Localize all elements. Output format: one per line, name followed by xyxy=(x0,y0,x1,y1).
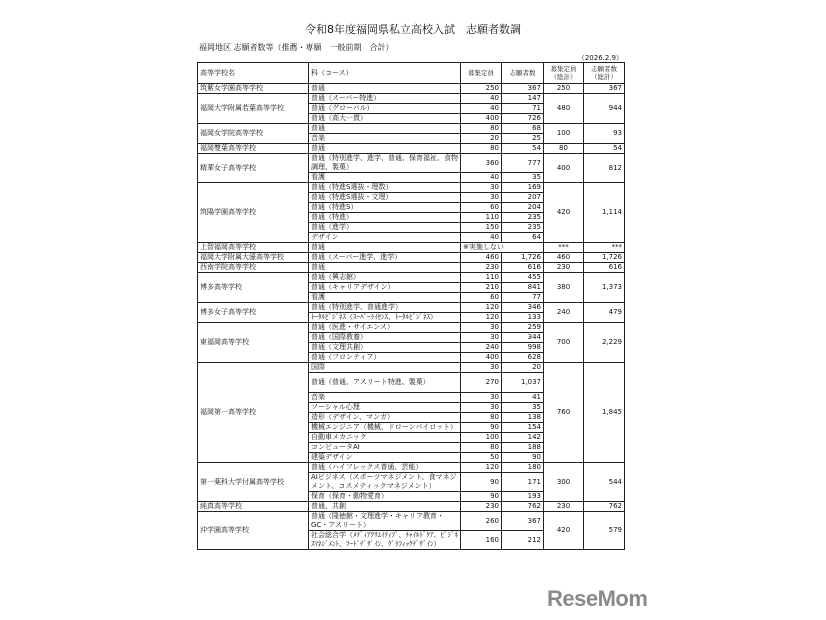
course-applicants: 235 xyxy=(502,223,544,233)
course-capacity: 30 xyxy=(461,393,502,403)
total-capacity: 700 xyxy=(544,323,584,363)
course-name: 機械エンジニア（機械、ドローンパイロット） xyxy=(309,423,461,433)
course-capacity: 30 xyxy=(461,323,502,333)
course-applicants: 344 xyxy=(502,333,544,343)
course-capacity: 110 xyxy=(461,213,502,223)
school-name: 第一薬科大学付属高等学校 xyxy=(198,463,309,502)
course-capacity: 40 xyxy=(461,233,502,243)
course-name: ﾄｰﾀﾙﾋﾞｼﾞﾈｽ（ｽｰﾊﾟｰﾗｲｾﾝｽ、ﾄｰﾀﾙﾋﾞｼﾞﾈｽ） xyxy=(309,313,461,323)
course-capacity: 40 xyxy=(461,173,502,183)
school-name: 西南学院高等学校 xyxy=(198,263,309,273)
total-applicants: 367 xyxy=(584,84,625,94)
table-row xyxy=(198,303,625,313)
table-row xyxy=(198,253,625,263)
total-applicants: 1,845 xyxy=(584,363,625,463)
table-row xyxy=(198,463,625,473)
course-applicants: 180 xyxy=(502,463,544,473)
school-name: 福岡第一高等学校 xyxy=(198,363,309,463)
course-applicants: 367 xyxy=(502,512,544,531)
table-row xyxy=(198,502,625,512)
course-capacity: 210 xyxy=(461,283,502,293)
course-applicants: 138 xyxy=(502,413,544,423)
course-name: 看護 xyxy=(309,173,461,183)
course-name: 普通（グローバル） xyxy=(309,104,461,114)
document-title: 令和8年度福岡県私立高校入試 志願者数調 xyxy=(305,23,521,36)
course-name: 音楽 xyxy=(309,134,461,144)
course-applicants: 207 xyxy=(502,193,544,203)
table-row xyxy=(198,263,625,273)
total-capacity: 230 xyxy=(544,263,584,273)
school-name: 上智福岡高等学校 xyxy=(198,243,309,253)
school-name: 博多高等学校 xyxy=(198,273,309,303)
table-row xyxy=(198,363,625,373)
table-row xyxy=(198,183,625,193)
course-capacity: 240 xyxy=(461,343,502,353)
course-capacity: 90 xyxy=(461,423,502,433)
course-name: 普通（隆徳館・文理進学・キャリア教育・GC・アスリート） xyxy=(309,512,461,531)
course-capacity: 400 xyxy=(461,114,502,124)
course-capacity: 90 xyxy=(461,473,502,492)
total-applicants: 1,373 xyxy=(584,273,625,303)
course-capacity: 100 xyxy=(461,433,502,443)
total-capacity: *** xyxy=(544,243,584,253)
school-name: 福岡雙葉高等学校 xyxy=(198,144,309,154)
total-applicants: 616 xyxy=(584,263,625,273)
course-name: 社会総合学（ﾒﾃﾞｨｱｸﾘｴｲﾃｨﾌﾞ、ﾁｬｲﾙﾄﾞｹｱ、ﾋﾞｼﾞﾈｽﾏﾈｼﾞﾒﾝﾄ、ﾌｰﾄﾞﾃﾞｻﾞｲﾝ、ｸﾞﾗﾌｨｯｸﾃﾞｻﾞｲﾝ） xyxy=(309,531,461,550)
total-capacity: 100 xyxy=(544,124,584,144)
course-capacity: 60 xyxy=(461,293,502,303)
course-applicants: 726 xyxy=(502,114,544,124)
course-name: 普通（高大一貫） xyxy=(309,114,461,124)
course-capacity: 460 xyxy=(461,253,502,263)
course-applicants: 841 xyxy=(502,283,544,293)
total-applicants: 944 xyxy=(584,94,625,124)
course-capacity: 360 xyxy=(461,154,502,173)
course-applicants: 133 xyxy=(502,313,544,323)
course-capacity: 260 xyxy=(461,512,502,531)
course-applicants: 71 xyxy=(502,104,544,114)
school-name: 福岡大学附属大濠高等学校 xyxy=(198,253,309,263)
course-capacity: 40 xyxy=(461,94,502,104)
table-row xyxy=(198,84,625,94)
course-applicants: 68 xyxy=(502,124,544,134)
school-name: 筑紫女学園高等学校 xyxy=(198,84,309,94)
course-name: ソーシャル心理 xyxy=(309,403,461,413)
course-name: 普通（スーパー進学、進学） xyxy=(309,253,461,263)
total-capacity: 420 xyxy=(544,183,584,243)
course-applicants: 35 xyxy=(502,403,544,413)
total-capacity: 480 xyxy=(544,94,584,124)
total-capacity: 400 xyxy=(544,154,584,183)
total-capacity: 380 xyxy=(544,273,584,303)
course-name: 普通（特進S） xyxy=(309,203,461,213)
school-name: 福岡女学院高等学校 xyxy=(198,124,309,144)
course-name: コンピュータAI xyxy=(309,443,461,453)
course-applicants: 25 xyxy=(502,134,544,144)
course-capacity: 120 xyxy=(461,313,502,323)
total-applicants: 93 xyxy=(584,124,625,144)
course-applicants: 154 xyxy=(502,423,544,433)
total-applicants: 2,229 xyxy=(584,323,625,363)
total-capacity: 760 xyxy=(544,363,584,463)
course-name: 普通（文理共創） xyxy=(309,343,461,353)
course-name: 看護 xyxy=(309,293,461,303)
course-name: 造形（デザイン、マンガ） xyxy=(309,413,461,423)
total-capacity: 230 xyxy=(544,502,584,512)
course-applicants: 762 xyxy=(502,502,544,512)
total-capacity: 250 xyxy=(544,84,584,94)
table-row xyxy=(198,144,625,154)
course-capacity: 400 xyxy=(461,353,502,363)
resemom-logo: ReseMom xyxy=(547,586,648,611)
course-name: 普通 xyxy=(309,124,461,134)
course-applicants: 77 xyxy=(502,293,544,303)
school-name: 沖学園高等学校 xyxy=(198,512,309,550)
course-applicants: 346 xyxy=(502,303,544,313)
header-capacity: 募集定員 xyxy=(461,63,502,84)
course-applicants: 147 xyxy=(502,94,544,104)
course-name: AIビジネス（スポーツマネジメント、食マネジメント、コスメティックマネジメント） xyxy=(309,473,461,492)
course-name: 普通 xyxy=(309,144,461,154)
course-name: 普通（スーパー特進） xyxy=(309,94,461,104)
course-applicants: 193 xyxy=(502,492,544,502)
course-capacity: ※実施しない xyxy=(461,243,544,253)
course-capacity: 20 xyxy=(461,134,502,144)
total-applicants: 54 xyxy=(584,144,625,154)
total-capacity: 300 xyxy=(544,463,584,502)
course-name: 普通（特進S選抜・文理） xyxy=(309,193,461,203)
total-capacity: 460 xyxy=(544,253,584,263)
course-capacity: 30 xyxy=(461,363,502,373)
header-total-capacity: 募集定員（総計） xyxy=(544,63,584,84)
course-capacity: 150 xyxy=(461,223,502,233)
course-applicants: 90 xyxy=(502,453,544,463)
course-capacity: 30 xyxy=(461,193,502,203)
course-name: 普通（進学） xyxy=(309,223,461,233)
course-capacity: 270 xyxy=(461,373,502,393)
table-row xyxy=(198,512,625,531)
course-capacity: 160 xyxy=(461,531,502,550)
course-capacity: 80 xyxy=(461,124,502,134)
table-body xyxy=(198,84,625,550)
course-applicants: 35 xyxy=(502,173,544,183)
course-applicants: 259 xyxy=(502,323,544,333)
table-header-row xyxy=(198,63,625,84)
course-capacity: 230 xyxy=(461,502,502,512)
total-applicants: *** xyxy=(584,243,625,253)
course-name: 普通（普通、アスリート特進、製菓） xyxy=(309,373,461,393)
course-capacity: 80 xyxy=(461,443,502,453)
course-name: 普通 xyxy=(309,243,461,253)
course-name: 普通（特別進学、進学、普通、保育福祉、食物調理、製菓） xyxy=(309,154,461,173)
course-capacity: 30 xyxy=(461,333,502,343)
course-capacity: 30 xyxy=(461,183,502,193)
course-capacity: 120 xyxy=(461,463,502,473)
header-school: 高等学校名 xyxy=(198,63,309,84)
course-capacity: 250 xyxy=(461,84,502,94)
header-course: 科（コース） xyxy=(309,63,461,84)
course-capacity: 90 xyxy=(461,492,502,502)
school-name: 純真高等学校 xyxy=(198,502,309,512)
header-total-applicants: 志願者数（総計） xyxy=(584,63,625,84)
course-applicants: 41 xyxy=(502,393,544,403)
course-capacity: 30 xyxy=(461,403,502,413)
course-applicants: 777 xyxy=(502,154,544,173)
total-capacity: 80 xyxy=(544,144,584,154)
course-applicants: 188 xyxy=(502,443,544,453)
course-capacity: 110 xyxy=(461,273,502,283)
school-name: 筑陽学園高等学校 xyxy=(198,183,309,243)
course-name: 普通（医進・サイエンス） xyxy=(309,323,461,333)
course-name: 建築デザイン xyxy=(309,453,461,463)
course-name: 普通（特進S選抜・理数） xyxy=(309,183,461,193)
course-capacity: 50 xyxy=(461,453,502,463)
table-row xyxy=(198,94,625,104)
school-name: 福岡大学附属若葉高等学校 xyxy=(198,94,309,124)
course-applicants: 616 xyxy=(502,263,544,273)
course-applicants: 20 xyxy=(502,363,544,373)
course-capacity: 60 xyxy=(461,203,502,213)
course-applicants: 1,726 xyxy=(502,253,544,263)
course-name: 普通（特別進学、普通進学） xyxy=(309,303,461,313)
total-applicants: 1,726 xyxy=(584,253,625,263)
course-name: 普通（フロンティア） xyxy=(309,353,461,363)
course-applicants: 204 xyxy=(502,203,544,213)
table-row xyxy=(198,124,625,134)
total-applicants: 544 xyxy=(584,463,625,502)
course-name: 国際 xyxy=(309,363,461,373)
course-applicants: 54 xyxy=(502,144,544,154)
table-subtitle: 福岡地区 志願者数等（推薦・専願 一般前期 合計） xyxy=(199,43,394,52)
course-applicants: 64 xyxy=(502,233,544,243)
course-applicants: 212 xyxy=(502,531,544,550)
course-applicants: 455 xyxy=(502,273,544,283)
course-name: 普通（キャリアデザイン） xyxy=(309,283,461,293)
course-name: 普通（ハイフレックス普通、芸能） xyxy=(309,463,461,473)
table-row xyxy=(198,243,625,253)
course-name: 音楽 xyxy=(309,393,461,403)
total-applicants: 479 xyxy=(584,303,625,323)
school-name: 博多女子高等学校 xyxy=(198,303,309,323)
course-name: 普通（特進） xyxy=(309,213,461,223)
school-name: 東福岡高等学校 xyxy=(198,323,309,363)
table-row xyxy=(198,154,625,173)
course-name: 保育（保育・動物愛育） xyxy=(309,492,461,502)
course-applicants: 171 xyxy=(502,473,544,492)
applicants-table xyxy=(197,62,625,550)
course-name: 普通、共創 xyxy=(309,502,461,512)
course-applicants: 628 xyxy=(502,353,544,363)
course-capacity: 40 xyxy=(461,104,502,114)
course-name: 普通 xyxy=(309,84,461,94)
table-row xyxy=(198,273,625,283)
course-applicants: 998 xyxy=(502,343,544,353)
course-applicants: 142 xyxy=(502,433,544,443)
course-applicants: 367 xyxy=(502,84,544,94)
school-name: 精華女子高等学校 xyxy=(198,154,309,183)
total-applicants: 1,114 xyxy=(584,183,625,243)
course-name: デザイン xyxy=(309,233,461,243)
total-applicants: 762 xyxy=(584,502,625,512)
course-applicants: 235 xyxy=(502,213,544,223)
total-applicants: 812 xyxy=(584,154,625,183)
course-name: 普通（興志館） xyxy=(309,273,461,283)
total-capacity: 420 xyxy=(544,512,584,550)
course-capacity: 120 xyxy=(461,303,502,313)
table-row xyxy=(198,323,625,333)
course-applicants: 1,037 xyxy=(502,373,544,393)
course-name: 自動車メカニック xyxy=(309,433,461,443)
course-applicants: 169 xyxy=(502,183,544,193)
course-capacity: 80 xyxy=(461,413,502,423)
header-applicants: 志願者数 xyxy=(502,63,544,84)
course-name: 普通 xyxy=(309,263,461,273)
course-name: 普通（国際教養） xyxy=(309,333,461,343)
course-capacity: 80 xyxy=(461,144,502,154)
total-capacity: 240 xyxy=(544,303,584,323)
total-applicants: 579 xyxy=(584,512,625,550)
course-capacity: 230 xyxy=(461,263,502,273)
report-date: （2026.2.9） xyxy=(577,54,623,62)
